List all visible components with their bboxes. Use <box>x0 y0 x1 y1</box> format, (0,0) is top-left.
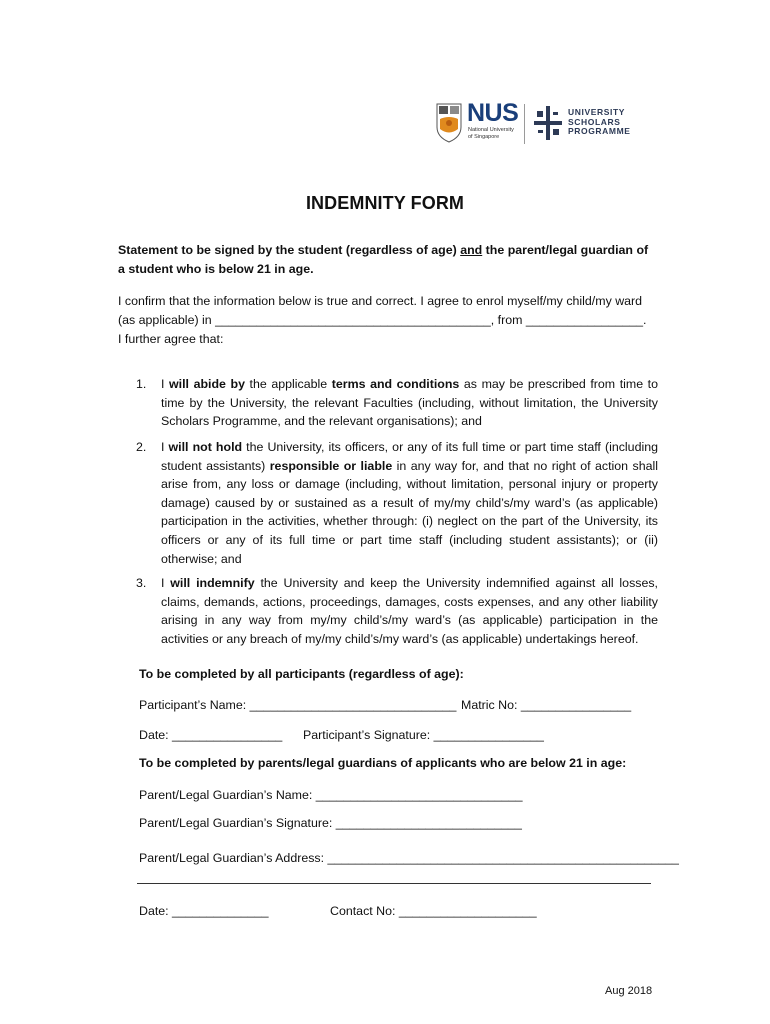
participants-heading: To be completed by all participants (regardless of age): <box>139 667 464 681</box>
guardians-heading: To be completed by parents/legal guardians of applicants who are below 21 in age: <box>139 756 627 770</box>
address-continuation-line[interactable] <box>137 883 651 884</box>
footer-date: Aug 2018 <box>605 985 653 997</box>
participant-date-field[interactable]: Date: ________________ <box>139 728 283 742</box>
list-item: 1. I will abide by the applicable terms and conditions as may be prescribed from time to time by the University, the relevant Faculties (including, without limitation, the University Scholars Programme, and the relevant organisations); and <box>136 377 659 429</box>
statement: Statement to be signed by the student (regardless of age) and the parent/legal guardian of a student who is below 21 in age. <box>118 243 649 276</box>
intro-line: I further agree that: <box>118 332 224 346</box>
guardian-address-field[interactable]: Parent/Legal Guardian’s Address: ___________________________________________________ <box>139 851 679 865</box>
intro-paragraph <box>118 292 663 349</box>
matric-no-field[interactable]: Matric No: ________________ <box>461 698 632 712</box>
page-title: INDEMNITY FORM <box>305 193 465 213</box>
intro-line-with-blanks: (as applicable) in ________________________________________, from _________________. <box>118 313 647 327</box>
logo-divider <box>524 104 525 144</box>
list-item: 2. I will not hold the University, its officers, or any of its full time or part time staff (including student assistants) responsible or liable in any way for, and that no right of action shall arise from, any loss or damage (including, without limitation, personal injury or property damage) caused by or sustained as a result of my/my child’s/my ward’s (as applicable) participation in the activities, whether through: (i) neglect on the part of the University, its officers or any of its full time or part time staff (including student assistants); or (ii) otherwise; and <box>136 440 658 566</box>
contact-no-field[interactable]: Contact No: ____________________ <box>330 904 537 918</box>
participant-name-field[interactable]: Participant’s Name: ______________________________ <box>139 698 457 712</box>
usp-wordmark: UNIVERSITY SCHOLARS PROGRAMME <box>568 107 631 136</box>
nus-wordmark: NUS <box>467 99 519 127</box>
guardian-signature-field[interactable]: Parent/Legal Guardian’s Signature: ___________________________ <box>139 816 522 830</box>
list-item: 3. I will indemnify the University and keep the University indemnified against all losses, claims, demands, actions, proceedings, damages, costs expenses, and any other liability arising in any way from my/my child’s/my ward’s (as applicable) participation in the activities or any breach of my/my child’s/my ward’s (as applicable) undertakings hereof. <box>136 576 658 646</box>
usp-mark-icon <box>534 106 562 140</box>
guardian-name-field[interactable]: Parent/Legal Guardian’s Name: ______________________________ <box>139 788 523 802</box>
intro-line: I confirm that the information below is true and correct. I agree to enrol myself/my child/my ward <box>118 294 643 308</box>
participant-signature-field[interactable]: Participant’s Signature: ________________ <box>303 728 544 742</box>
guardian-date-field[interactable]: Date: ______________ <box>139 904 269 918</box>
nus-crest-icon <box>436 103 462 143</box>
nus-subtitle: National University of Singapore <box>468 127 514 140</box>
